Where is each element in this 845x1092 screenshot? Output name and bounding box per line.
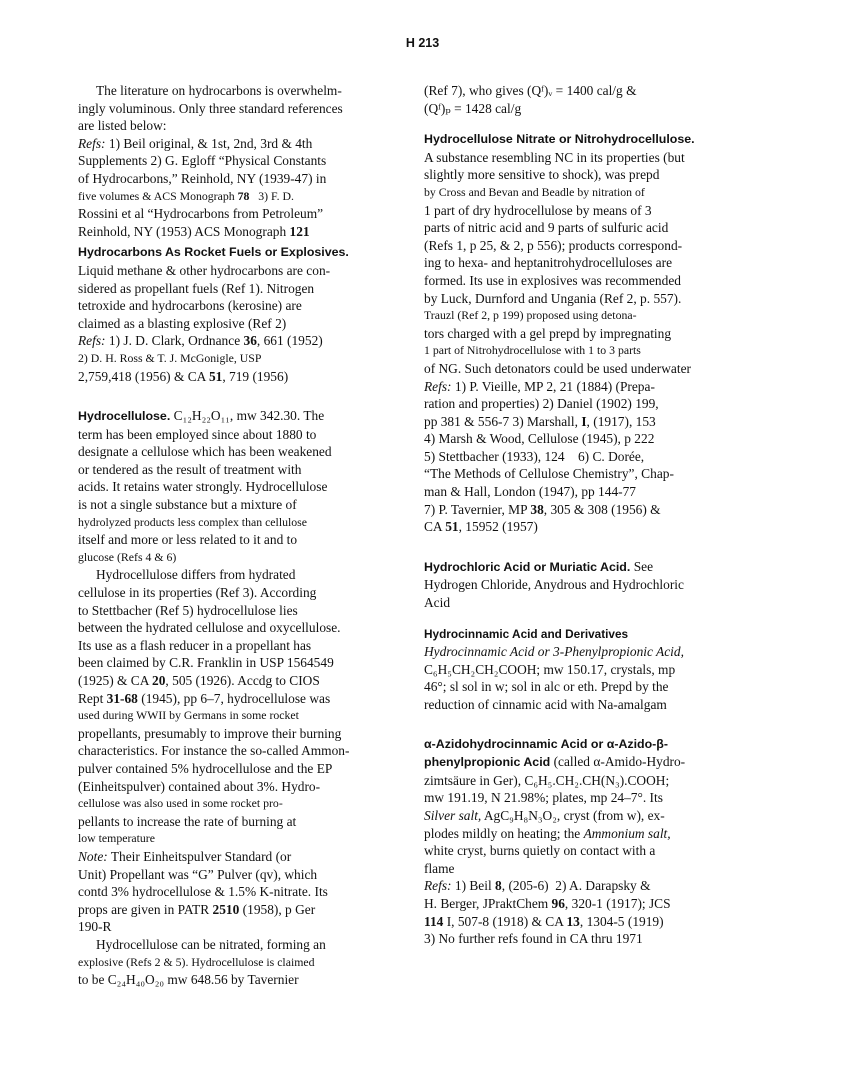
text-line: Hydrogen Chloride, Anydrous and Hydrochloric xyxy=(424,577,684,593)
text-line: used during WWII by Germans in some rocket xyxy=(78,708,299,723)
text-line: pulver contained 5% hydrocellulose and the EP xyxy=(78,760,333,776)
intro-references xyxy=(78,135,390,241)
text-line: Refs: 1) Beil original, & 1st, 2nd, 3rd & 4th xyxy=(78,135,313,151)
text-line: ingly voluminous. Only three standard references xyxy=(78,100,343,116)
hydrocellulose-continuation xyxy=(424,82,744,117)
hydrocinnamic-acid-section xyxy=(424,626,744,714)
text-line: 1 part of dry hydrocellulose by means of 3 xyxy=(424,202,652,218)
text-line: (Ref 7), who gives (Qᶠ)ᵥ = 1400 cal/g & xyxy=(424,83,637,98)
text-line: CA 51, 15952 (1957) xyxy=(424,519,538,535)
text-line: pellants to increase the rate of burning at xyxy=(78,813,297,829)
text-line: ing to hexa- and heptanitrohydrocelluloses are xyxy=(424,255,673,271)
text-line: 1 part of Nitrohydrocellulose with 1 to 3 parts xyxy=(424,343,641,358)
text-line: glucose (Refs 4 & 6) xyxy=(78,549,177,564)
text-line: by Luck, Durnford and Ungania (Ref 2, p. 557). xyxy=(424,290,682,306)
text-line: Liquid methane & other hydrocarbons are con- xyxy=(78,262,331,278)
text-line: cellulose in its properties (Ref 3). According xyxy=(78,585,317,601)
text-line: slightly more sensitive to shock), was prepd xyxy=(424,167,660,183)
section-heading: Hydrochloric Acid or Muriatic Acid. xyxy=(424,559,631,574)
text-line: 114 I, 507-8 (1918) & CA 13, 1304-5 (1919) xyxy=(424,913,664,929)
text-line: zimtsäure in Ger), C₆H₅.CH₂.CH(N₃).COOH; xyxy=(424,772,670,788)
text-line: H. Berger, JPraktChem 96, 320-1 (1917); JCS xyxy=(424,895,671,911)
text-line: Supplements 2) G. Egloff “Physical Constants xyxy=(78,153,327,169)
text-line: Trauzl (Ref 2, p 199) proposed using detona- xyxy=(424,308,637,323)
text-line: tors charged with a gel prepd by impregnating xyxy=(424,325,672,341)
text-line: 7) P. Tavernier, MP 38, 305 & 308 (1956) & xyxy=(424,501,661,517)
text-line: man & Hall, London (1947), pp 144-77 xyxy=(424,484,636,500)
text-line: are listed below: xyxy=(78,118,167,134)
text-line: white cryst, burns quietly on contact with a xyxy=(424,843,656,859)
hydrochloric-acid-section xyxy=(424,558,744,612)
text-line: of Hydrocarbons,” Reinhold, NY (1939-47) in xyxy=(78,170,327,186)
text-line: Its use as a flash reducer in a propellant has xyxy=(78,637,312,653)
text-line: tetroxide and hydrocarbons (kerosine) are xyxy=(78,298,302,314)
text-line: Acid xyxy=(424,595,451,611)
text-line: flame xyxy=(424,860,455,876)
text-line: 190-R xyxy=(78,919,112,935)
text-line: Unit) Propellant was “G” Pulver (qv), which xyxy=(78,866,318,882)
text-line: of NG. Such detonators could be used underwater xyxy=(424,360,691,376)
text-line: The literature on hydrocarbons is overwhelm- xyxy=(96,83,342,98)
text-line: five volumes & ACS Monograph 78 3) F. D. xyxy=(78,188,294,203)
text-line: cellulose was also used in some rocket pro- xyxy=(78,796,283,811)
text-line: Hydrochloric Acid or Muriatic Acid. See xyxy=(424,558,654,574)
text-line: hydrolyzed products less complex than cellulose xyxy=(78,514,307,529)
text-line: sidered as propellant fuels (Ref 1). Nitrogen xyxy=(78,280,315,296)
refs-label: Refs: xyxy=(424,378,452,394)
text-line: mw 191.19, N 21.98%; plates, mp 24–7°. Its xyxy=(424,790,663,806)
text-line: propellants, presumably to improve their burning xyxy=(78,725,342,741)
text-line: Note: Their Einheitspulver Standard (or xyxy=(78,848,292,864)
right-column xyxy=(424,82,744,948)
section-heading: Hydrocarbons As Rocket Fuels or Explosives. xyxy=(78,245,349,260)
text-line: explosive (Refs 2 & 5). Hydrocellulose is claimed xyxy=(78,954,315,969)
text-line: reduction of cinnamic acid with Na-amalgam xyxy=(424,697,667,712)
refs-label: Refs: xyxy=(424,878,452,894)
text-line: formed. Its use in explosives was recommended xyxy=(424,272,681,288)
text-line: 2) D. H. Ross & T. J. McGonigle, USP xyxy=(78,350,262,365)
text-line: A substance resembling NC in its properties (but xyxy=(424,149,685,165)
text-line: 46°; sl sol in w; sol in alc or eth. Prepd by the xyxy=(424,679,669,695)
text-line: Refs: 1) P. Vieille, MP 2, 21 (1884) (Prepa- xyxy=(424,378,655,394)
text-line: to Stettbacher (Ref 5) hydrocellulose lies xyxy=(78,602,298,618)
text-line: phenylpropionic Acid (called α-Amido-Hydro- xyxy=(424,754,686,770)
text-line: contd 3% hydrocellulose & 1.5% K-nitrate. Its xyxy=(78,884,328,900)
text-line: (Refs 1, p 25, & 2, p 556); products correspond- xyxy=(424,237,683,253)
text-line: Hydrocinnamic Acid or 3-Phenylpropionic Acid, xyxy=(424,644,684,660)
text-line: Hydrocellulose. C₁₂H₂₂O₁₁, mw 342.30. The xyxy=(78,408,325,424)
text-line: (1925) & CA 20, 505 (1926). Accdg to CIOS xyxy=(78,673,320,688)
text-line: is not a single substance but a mixture of xyxy=(78,497,297,513)
page-number-header: H 213 xyxy=(405,36,440,50)
section-heading: phenylpropionic Acid xyxy=(424,755,551,770)
text-line: low temperature xyxy=(78,831,155,846)
left-column xyxy=(78,82,390,989)
text-line: Silver salt, AgC₉H₈N₃O₂, cryst (from w), ex- xyxy=(424,807,665,823)
text-line: characteristics. For instance the so-called Ammon- xyxy=(78,743,350,759)
text-line: C₆H₅CH₂CH₂COOH; mw 150.17, crystals, mp xyxy=(424,661,676,677)
section-heading: Hydrocellulose Nitrate or Nitrohydrocellulose. xyxy=(424,132,695,147)
azidohydrocinnamic-acid-section xyxy=(424,736,744,948)
text-line: 4) Marsh & Wood, Cellulose (1945), p 222 xyxy=(424,431,655,447)
refs-label: Refs: xyxy=(78,135,106,151)
hydrocellulose-section xyxy=(78,407,390,989)
text-line: Rossini et al “Hydrocarbons from Petroleum” xyxy=(78,206,324,222)
text-line: props are given in PATR 2510 (1958), p Ger xyxy=(78,901,316,917)
intro-paragraph xyxy=(78,82,390,135)
text-line: 5) Stettbacher (1933), 124 6) C. Dorée, xyxy=(424,448,645,464)
section-heading: Hydrocinnamic Acid and Derivatives xyxy=(424,626,629,641)
text-line: “The Methods of Cellulose Chemistry”, Chap- xyxy=(424,466,674,482)
text-line: 2,759,418 (1956) & CA 51, 719 (1956) xyxy=(78,368,289,384)
text-line: designate a cellulose which has been weakened xyxy=(78,444,332,460)
refs-label: Refs: xyxy=(78,333,106,349)
text-line: parts of nitric acid and 9 parts of sulfuric acid xyxy=(424,220,669,236)
text-line: itself and more or less related to it and to xyxy=(78,532,298,548)
text-line: Reinhold, NY (1953) ACS Monograph 121 xyxy=(78,223,310,239)
text-line: Rept 31-68 (1945), pp 6–7, hydrocellulose was xyxy=(78,690,331,706)
section-heading: Hydrocellulose. xyxy=(78,409,171,424)
text-line: 3) No further refs found in CA thru 1971 xyxy=(424,931,643,947)
nitrohydrocellulose-section xyxy=(424,131,744,536)
text-line: term has been employed since about 1880 to xyxy=(78,426,317,442)
text-line: to be C₂₄H₄₀O₂₀ mw 648.56 by Tavernier xyxy=(78,972,299,988)
text-line: (Einheitspulver) contained about 3%. Hydro- xyxy=(78,778,321,794)
text-line: claimed as a blasting explosive (Ref 2) xyxy=(78,315,287,331)
text-line: Refs: 1) Beil 8, (205-6) 2) A. Darapsky & xyxy=(424,878,651,894)
text-line: by Cross and Bevan and Beadle by nitration of xyxy=(424,184,645,199)
text-line: between the hydrated cellulose and oxycellulose. xyxy=(78,620,341,636)
text-line: ration and properties) 2) Daniel (1902) 199, xyxy=(424,396,659,412)
text-line: pp 381 & 556-7 3) Marshall, I, (1917), 153 xyxy=(424,413,656,429)
text-line: or tendered as the result of treatment with xyxy=(78,461,302,477)
text-line: acids. It retains water strongly. Hydrocellulose xyxy=(78,479,328,495)
text-line: (Qᶠ)ₚ = 1428 cal/g xyxy=(424,100,522,116)
rocket-fuels-section xyxy=(78,244,390,385)
text-line: plodes mildly on heating; the Ammonium salt, xyxy=(424,825,671,841)
text-line: Hydrocellulose can be nitrated, forming an xyxy=(96,936,326,952)
text-line: Hydrocellulose differs from hydrated xyxy=(96,567,296,583)
note-label: Note: xyxy=(78,848,108,864)
text-line: been claimed by C.R. Franklin in USP 1564549 xyxy=(78,655,334,671)
text-line: Refs: 1) J. D. Clark, Ordnance 36, 661 (1952) xyxy=(78,333,323,349)
section-heading: α-Azidohydrocinnamic Acid or α-Azido-β- xyxy=(424,736,668,751)
